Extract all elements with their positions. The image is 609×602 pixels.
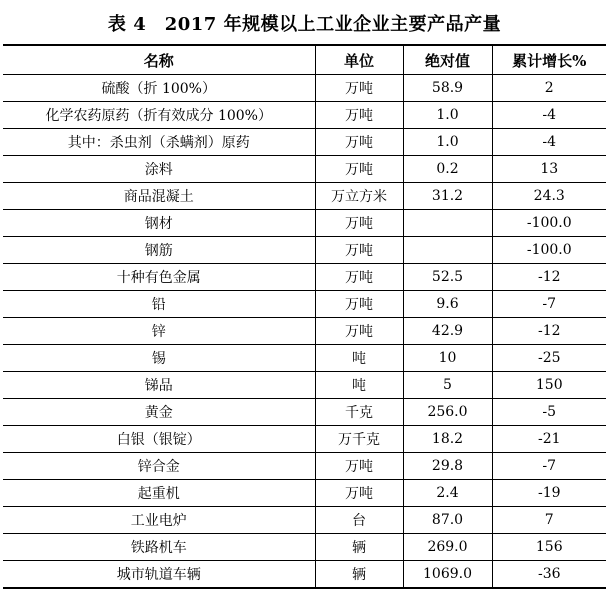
cell-cumulative-growth: -19 <box>492 480 606 507</box>
header-row <box>3 45 606 75</box>
cell-product-name: 其中：杀虫剂（杀螨剂）原药 <box>3 129 315 156</box>
cell-unit: 万立方米 <box>315 183 403 210</box>
cell-product-name: 工业电炉 <box>3 507 315 534</box>
cell-cumulative-growth: 2 <box>492 75 606 102</box>
cell-cumulative-growth: -4 <box>492 129 606 156</box>
cell-unit: 吨 <box>315 372 403 399</box>
table-row <box>3 426 606 453</box>
table-row <box>3 345 606 372</box>
cell-product-name: 城市轨道车辆 <box>3 561 315 589</box>
cell-product-name: 钢材 <box>3 210 315 237</box>
cell-absolute-value: 256.0 <box>403 399 492 426</box>
cell-unit: 万吨 <box>315 156 403 183</box>
cell-cumulative-growth: -12 <box>492 264 606 291</box>
table-row <box>3 507 606 534</box>
cell-cumulative-growth: -5 <box>492 399 606 426</box>
cell-product-name: 白银（银锭） <box>3 426 315 453</box>
cell-product-name: 硫酸（折 100%） <box>3 75 315 102</box>
cell-cumulative-growth: 13 <box>492 156 606 183</box>
cell-cumulative-growth: 156 <box>492 534 606 561</box>
cell-cumulative-growth: -4 <box>492 102 606 129</box>
cell-product-name: 锌合金 <box>3 453 315 480</box>
table-title: 表 4 2017 年规模以上工业企业主要产品产量 <box>107 14 502 35</box>
table-row <box>3 534 606 561</box>
cell-cumulative-growth: 7 <box>492 507 606 534</box>
cell-unit: 台 <box>315 507 403 534</box>
cell-product-name: 铁路机车 <box>3 534 315 561</box>
cell-product-name: 锡 <box>3 345 315 372</box>
cell-absolute-value: 2.4 <box>403 480 492 507</box>
cell-unit: 万吨 <box>315 291 403 318</box>
table-row <box>3 453 606 480</box>
column-header-unit: 单位 <box>315 45 403 75</box>
cell-absolute-value: 9.6 <box>403 291 492 318</box>
table-row <box>3 480 606 507</box>
cell-product-name: 锑品 <box>3 372 315 399</box>
cell-unit: 万吨 <box>315 318 403 345</box>
cell-absolute-value <box>403 210 492 237</box>
table-row <box>3 291 606 318</box>
cell-unit: 万吨 <box>315 129 403 156</box>
cell-unit: 万千克 <box>315 426 403 453</box>
cell-absolute-value: 29.8 <box>403 453 492 480</box>
cell-unit: 万吨 <box>315 453 403 480</box>
cell-product-name: 起重机 <box>3 480 315 507</box>
cell-absolute-value: 1.0 <box>403 102 492 129</box>
cell-absolute-value: 1.0 <box>403 129 492 156</box>
cell-absolute-value: 31.2 <box>403 183 492 210</box>
cell-product-name: 钢筋 <box>3 237 315 264</box>
column-header-cumulative-growth: 累计增长% <box>492 45 606 75</box>
column-header-name: 名称 <box>3 45 315 75</box>
cell-cumulative-growth: -7 <box>492 453 606 480</box>
cell-unit: 万吨 <box>315 264 403 291</box>
cell-unit: 千克 <box>315 399 403 426</box>
cell-absolute-value: 0.2 <box>403 156 492 183</box>
cell-cumulative-growth: -100.0 <box>492 237 606 264</box>
cell-absolute-value: 52.5 <box>403 264 492 291</box>
cell-product-name: 黄金 <box>3 399 315 426</box>
table-row <box>3 264 606 291</box>
cell-cumulative-growth: -7 <box>492 291 606 318</box>
cell-cumulative-growth: -25 <box>492 345 606 372</box>
table-row <box>3 372 606 399</box>
cell-product-name: 十种有色金属 <box>3 264 315 291</box>
cell-unit: 辆 <box>315 561 403 589</box>
table-row <box>3 318 606 345</box>
table-row <box>3 129 606 156</box>
cell-absolute-value: 87.0 <box>403 507 492 534</box>
cell-product-name: 锌 <box>3 318 315 345</box>
cell-cumulative-growth: -12 <box>492 318 606 345</box>
cell-unit: 万吨 <box>315 102 403 129</box>
table-row <box>3 156 606 183</box>
cell-product-name: 铅 <box>3 291 315 318</box>
cell-absolute-value <box>403 237 492 264</box>
table-row <box>3 399 606 426</box>
cell-absolute-value: 18.2 <box>403 426 492 453</box>
cell-absolute-value: 42.9 <box>403 318 492 345</box>
column-header-absolute-value: 绝对值 <box>403 45 492 75</box>
table-row <box>3 237 606 264</box>
table-row <box>3 183 606 210</box>
cell-cumulative-growth: 24.3 <box>492 183 606 210</box>
cell-product-name: 涂料 <box>3 156 315 183</box>
table-row <box>3 210 606 237</box>
cell-cumulative-growth: -36 <box>492 561 606 589</box>
cell-unit: 万吨 <box>315 75 403 102</box>
cell-cumulative-growth: -21 <box>492 426 606 453</box>
table-row <box>3 75 606 102</box>
cell-absolute-value: 58.9 <box>403 75 492 102</box>
product-output-table <box>3 44 606 589</box>
table-body <box>3 75 606 589</box>
cell-absolute-value: 1069.0 <box>403 561 492 589</box>
cell-unit: 吨 <box>315 345 403 372</box>
cell-product-name: 商品混凝土 <box>3 183 315 210</box>
cell-cumulative-growth: 150 <box>492 372 606 399</box>
cell-unit: 辆 <box>315 534 403 561</box>
cell-absolute-value: 5 <box>403 372 492 399</box>
cell-absolute-value: 269.0 <box>403 534 492 561</box>
cell-absolute-value: 10 <box>403 345 492 372</box>
cell-product-name: 化学农药原药（折有效成分 100%） <box>3 102 315 129</box>
cell-unit: 万吨 <box>315 210 403 237</box>
cell-unit: 万吨 <box>315 237 403 264</box>
table-row <box>3 561 606 589</box>
cell-cumulative-growth: -100.0 <box>492 210 606 237</box>
cell-unit: 万吨 <box>315 480 403 507</box>
table-row <box>3 102 606 129</box>
